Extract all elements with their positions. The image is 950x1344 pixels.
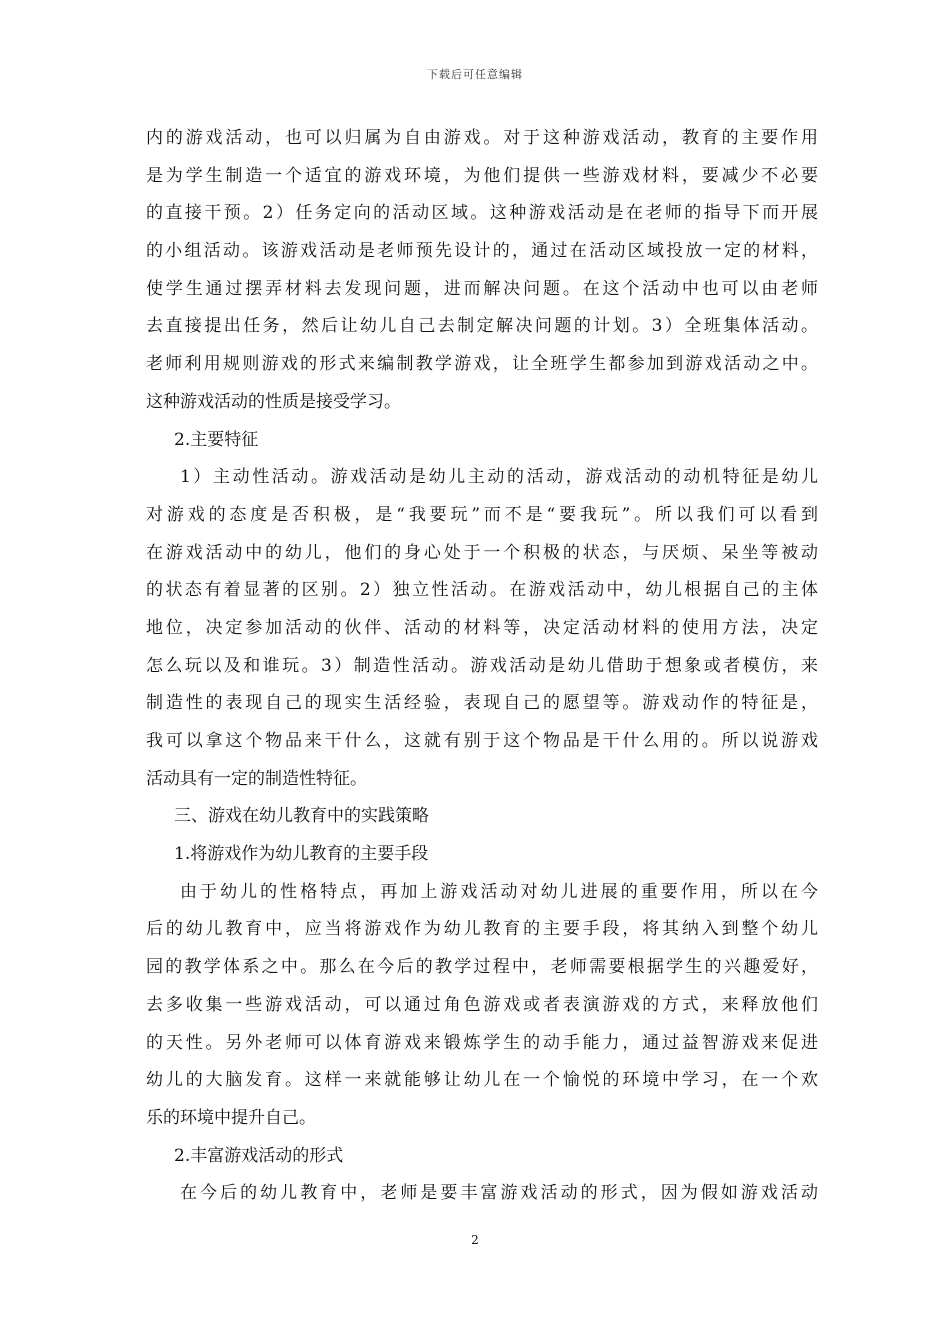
text-line: 老师利用规则游戏的形式来编制教学游戏，让全班学生都参加到游戏活动之中。 — [146, 354, 818, 375]
text-line: 去多收集一些游戏活动，可以通过角色游戏或者表演游戏的方式，来释放他们 — [146, 994, 818, 1015]
text-line: 地位，决定参加活动的伙伴、活动的材料等，决定活动材料的使用方法，决定 — [146, 617, 818, 638]
text-line: 1）主动性活动。游戏活动是幼儿主动的活动，游戏活动的动机特征是幼儿 — [180, 467, 818, 488]
text-line: 使学生通过摆弄材料去发现问题，进而解决问题。在这个活动中也可以由老师 — [146, 278, 818, 299]
text-line: 去直接提出任务，然后让幼儿自己去制定解决问题的计划。3）全班集体活动。 — [146, 316, 818, 337]
text-line: 对游戏的态度是否积极，是“我要玩”而不是“要我玩”。所以我们可以看到 — [146, 504, 818, 525]
section-heading: 三、游戏在幼儿教育中的实践策略 — [174, 806, 429, 827]
text-line: 怎么玩以及和谁玩。3）制造性活动。游戏活动是幼儿借助于想象或者模仿，来 — [146, 655, 818, 676]
text-line: 是为学生制造一个适宜的游戏环境，为他们提供一些游戏材料，要减少不必要 — [146, 165, 818, 186]
section-heading: 1.将游戏作为幼儿教育的主要手段 — [174, 844, 429, 865]
section-heading: 2.丰富游戏活动的形式 — [174, 1145, 344, 1166]
text-line: 内的游戏活动，也可以归属为自由游戏。对于这种游戏活动，教育的主要作用 — [146, 128, 818, 148]
text-line: 幼儿的大脑发育。这样一来就能够让幼儿在一个愉悦的环境中学习，在一个欢 — [146, 1070, 818, 1091]
text-line: 的小组活动。该游戏活动是老师预先设计的，通过在活动区域投放一定的材料， — [146, 241, 818, 262]
document-body — [146, 120, 818, 1213]
section-heading: 2.主要特征 — [174, 429, 259, 450]
text-line: 在游戏活动中的幼儿，他们的身心处于一个积极的状态，与厌烦、呆坐等被动 — [146, 542, 818, 563]
text-line: 的状态有着显著的区别。2）独立性活动。在游戏活动中，幼儿根据自己的主体 — [146, 580, 818, 601]
text-line: 乐的环境中提升自己。 — [146, 1107, 316, 1128]
text-line: 这种游戏活动的性质是接受学习。 — [146, 391, 401, 412]
text-line: 的天性。另外老师可以体育游戏来锻炼学生的动手能力，通过益智游戏来促进 — [146, 1032, 818, 1053]
text-line: 后的幼儿教育中，应当将游戏作为幼儿教育的主要手段，将其纳入到整个幼儿 — [146, 919, 818, 940]
text-line: 由于幼儿的性格特点，再加上游戏活动对幼儿进展的重要作用，所以在今 — [180, 881, 818, 902]
text-line: 活动具有一定的制造性特征。 — [146, 768, 367, 789]
text-line: 制造性的表现自己的现实生活经验，表现自己的愿望等。游戏动作的特征是， — [146, 693, 818, 714]
text-line: 的直接干预。2）任务定向的活动区域。这种游戏活动是在老师的指导下而开展 — [146, 203, 818, 224]
page-header: 下载后可任意编辑 — [427, 68, 523, 81]
text-line: 在今后的幼儿教育中，老师是要丰富游戏活动的形式，因为假如游戏活动 — [180, 1183, 818, 1204]
text-line: 园的教学体系之中。那么在今后的教学过程中，老师需要根据学生的兴趣爱好， — [146, 957, 818, 978]
text-line: 我可以拿这个物品来干什么，这就有别于这个物品是干什么用的。所以说游戏 — [146, 731, 818, 751]
page-number: 2 — [471, 1233, 479, 1247]
